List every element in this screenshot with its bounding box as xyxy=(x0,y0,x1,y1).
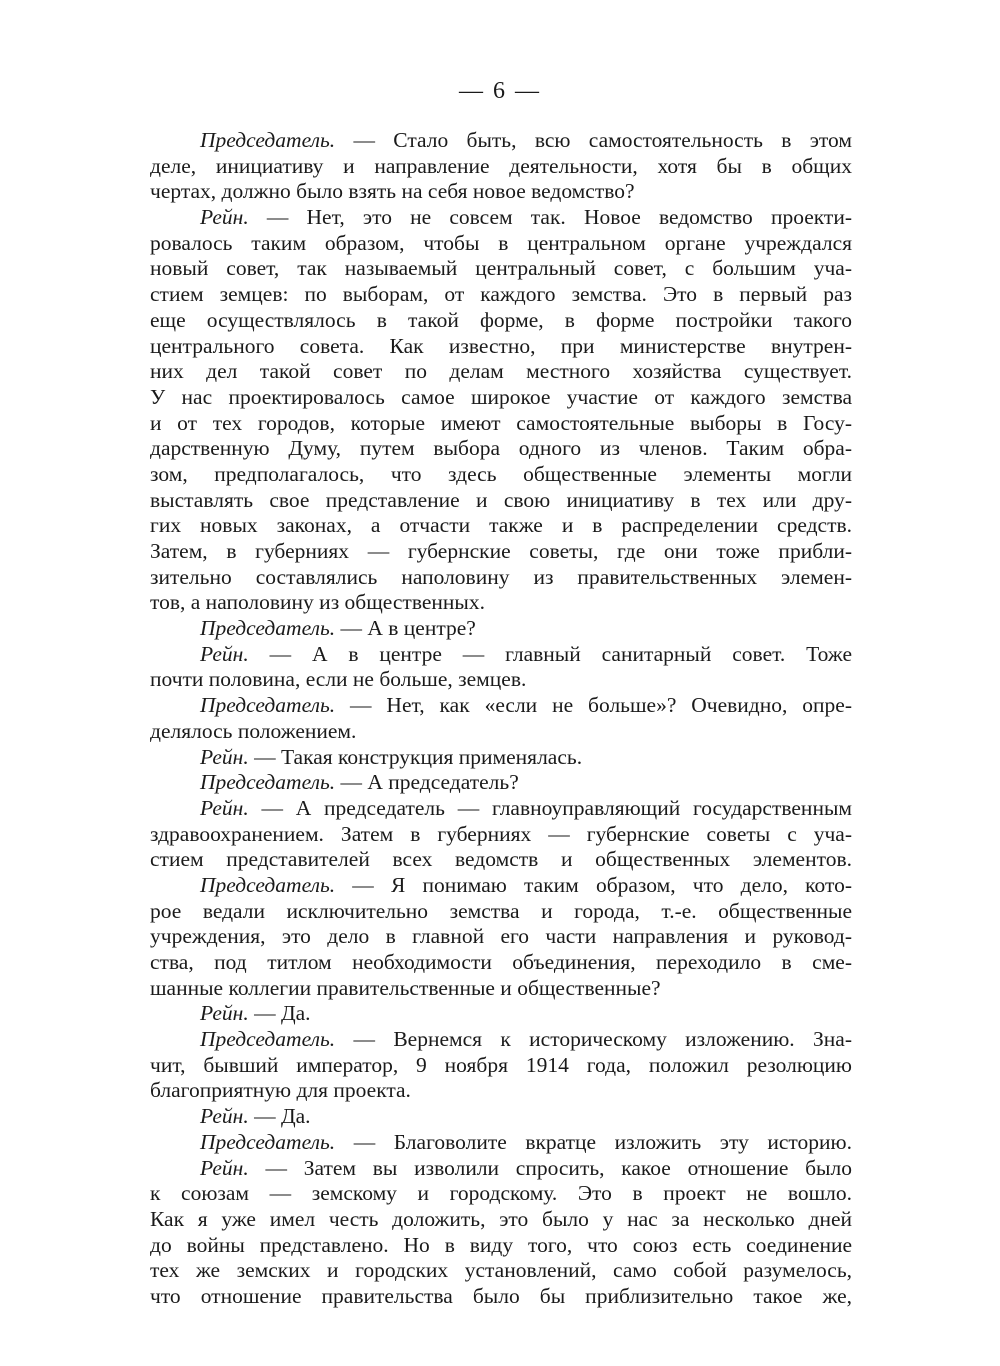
speaker-name: Рейн. xyxy=(200,1155,249,1180)
line-text: У нас проектировалось самое широкое участие от каждого земства xyxy=(150,384,852,409)
line-text: — Стало быть, всю самостоятельность в этом xyxy=(335,128,852,152)
line-text: выставлять свое представление и свою инициативу в тех или дру- xyxy=(150,487,852,512)
line-text: — Благоволите вкратце изложить эту историю. xyxy=(335,1129,852,1154)
line-text: — А председатель — главноуправляющий государственным xyxy=(248,795,852,820)
line-text: делялось положением. xyxy=(150,718,357,743)
line-text: зом, предполагалось, что здесь общественные элементы могли xyxy=(150,461,852,486)
text-line xyxy=(150,616,852,642)
text-line xyxy=(150,179,852,205)
paragraph xyxy=(150,642,852,693)
line-text: еще осуществлялось в такой форме, в форме постройки такого xyxy=(150,307,852,332)
paragraph xyxy=(150,1027,852,1104)
text-line xyxy=(150,1001,852,1027)
speaker-name: Председатель. xyxy=(200,1027,336,1052)
paragraph xyxy=(150,873,852,1001)
line-text: — Я понимаю таким образом, что дело, кото- xyxy=(335,872,852,897)
text-line xyxy=(150,873,852,899)
text-line xyxy=(150,1104,852,1130)
speaker-name: Председатель. xyxy=(200,770,336,795)
line-text: Затем, в губерниях — губернские советы, где они тоже прибли- xyxy=(150,539,852,563)
text-line xyxy=(150,899,852,925)
line-text: рое ведали исключительно земства и города, т.-е. общественные xyxy=(150,898,852,923)
speaker-name: Рейн. xyxy=(200,205,249,230)
page-number: — 6 — xyxy=(459,78,541,104)
line-text: что отношение правительства было бы приблизительно такое же, xyxy=(150,1283,852,1308)
text-line xyxy=(150,256,852,282)
line-text: деле, инициативу и направление деятельности, хотя бы в общих xyxy=(150,153,852,178)
text-line xyxy=(150,1258,852,1284)
paragraph xyxy=(150,745,852,771)
line-text: благоприятную для проекта. xyxy=(150,1078,411,1103)
line-text: — Затем вы изволили спросить, какое отношение было xyxy=(248,1155,852,1180)
line-text: и от тех городов, которые имеют самостоятельные выборы в Госу- xyxy=(150,410,852,435)
line-text: шанные коллегии правительственные и общественные? xyxy=(150,975,661,1000)
text-line xyxy=(150,462,852,488)
text-line xyxy=(150,334,852,360)
speaker-name: Председатель. xyxy=(200,693,336,718)
paragraph xyxy=(150,128,852,205)
line-text: почти половина, если не больше, земцев. xyxy=(150,667,527,692)
text-line xyxy=(150,1078,852,1104)
text-line xyxy=(150,436,852,462)
text-line xyxy=(150,565,852,591)
text-line xyxy=(150,1027,852,1053)
text-line xyxy=(150,1207,852,1233)
line-text: стием земцев: по выборам, от каждого земства. Это в первый раз xyxy=(150,282,852,307)
line-text: — А в центре? xyxy=(335,616,476,641)
text-line xyxy=(150,1233,852,1259)
speaker-name: Председатель. xyxy=(200,128,336,152)
line-text: до войны представлено. Но в виду того, что союз есть соединение xyxy=(150,1232,852,1257)
speaker-name: Председатель. xyxy=(200,872,336,897)
text-line xyxy=(150,205,852,231)
text-line xyxy=(150,308,852,334)
speaker-name: Председатель. xyxy=(200,616,336,641)
line-text: учреждения, это дело в главной его части направления и руковод- xyxy=(150,924,852,949)
line-text: зительно составлялись наполовину из правительственных элемен- xyxy=(150,564,852,589)
text-line xyxy=(150,539,852,565)
line-text: центрального совета. Как известно, при министерстве внутрен- xyxy=(150,333,852,358)
line-text: — Да. xyxy=(248,1104,311,1129)
speaker-name: Рейн. xyxy=(200,1001,249,1026)
text-line xyxy=(150,950,852,976)
text-line xyxy=(150,719,852,745)
line-text: чертах, должно было взять на себя новое ведомство? xyxy=(150,179,635,204)
speaker-name: Председатель. xyxy=(200,1129,336,1154)
text-line xyxy=(150,693,852,719)
paragraph xyxy=(150,1156,852,1310)
text-line xyxy=(150,128,852,154)
text-line xyxy=(150,385,852,411)
line-text: ства, под титлом необходимости объединения, переходило в сме- xyxy=(150,950,852,974)
text-line xyxy=(150,590,852,616)
speaker-name: Рейн. xyxy=(200,641,249,666)
text-line xyxy=(150,488,852,514)
paragraph xyxy=(150,616,852,642)
paragraph xyxy=(150,1001,852,1027)
line-text: — Да. xyxy=(248,1001,311,1026)
text-line xyxy=(150,822,852,848)
text-line xyxy=(150,1130,852,1156)
line-text: — А председатель? xyxy=(335,770,519,795)
text-line xyxy=(150,642,852,668)
text-line xyxy=(150,1284,852,1310)
text-line xyxy=(150,154,852,180)
text-line xyxy=(150,847,852,873)
paragraph xyxy=(150,796,852,873)
paragraph xyxy=(150,770,852,796)
paragraph xyxy=(150,1130,852,1156)
text-line xyxy=(150,1181,852,1207)
line-text: Как я уже имел честь доложить, это было у нас за несколько дней xyxy=(150,1206,852,1231)
paragraph xyxy=(150,205,852,616)
speaker-name: Рейн. xyxy=(200,744,249,769)
text-line xyxy=(150,513,852,539)
paragraph xyxy=(150,1104,852,1130)
text-line xyxy=(150,745,852,771)
line-text: стием представителей всех ведомств и общественных элементов. xyxy=(150,847,852,872)
text-line xyxy=(150,667,852,693)
line-text: — Нет, это не совсем так. Новое ведомство проекти- xyxy=(248,205,852,230)
line-text: гих новых законах, а отчасти также и в распределении средств. xyxy=(150,513,852,538)
line-text: — Такая конструкция применялась. xyxy=(248,744,583,769)
text-line xyxy=(150,924,852,950)
speaker-name: Рейн. xyxy=(200,795,249,820)
text-line xyxy=(150,359,852,385)
line-text: — Нет, как «если не больше»? Очевидно, опре- xyxy=(335,693,852,718)
line-text: здравоохранением. Затем в губерниях — губернские советы с уча- xyxy=(150,821,852,846)
line-text: них дел такой совет по делам местного хозяйства существует. xyxy=(150,359,852,384)
line-text: тех же земских и городских установлений, само собой разумелось, xyxy=(150,1258,852,1283)
paragraph xyxy=(150,693,852,744)
text-line xyxy=(150,976,852,1002)
text-line xyxy=(150,411,852,437)
line-text: тов, а наполовину из общественных. xyxy=(150,590,485,615)
line-text: чит, бывший император, 9 ноября 1914 года, положил резолюцию xyxy=(150,1052,852,1077)
line-text: — Вернемся к историческому изложению. Зна- xyxy=(335,1027,852,1052)
line-text: к союзам — земскому и городскому. Это в проект не вошло. xyxy=(150,1181,852,1206)
line-text: ровалось таким образом, чтобы в центральном органе учреждался xyxy=(150,230,852,255)
text-line xyxy=(150,1053,852,1079)
text-line xyxy=(150,1156,852,1182)
text-line xyxy=(150,282,852,308)
speaker-name: Рейн. xyxy=(200,1104,249,1129)
text-line xyxy=(150,231,852,257)
line-text: — А в центре — главный санитарный совет. Тоже xyxy=(248,641,852,666)
body-text xyxy=(150,128,852,1310)
text-line xyxy=(150,796,852,822)
text-line xyxy=(150,770,852,796)
line-text: новый совет, так называемый центральный совет, с большим уча- xyxy=(150,256,852,281)
line-text: дарственную Думу, путем выбора одного из членов. Таким обра- xyxy=(150,436,852,461)
